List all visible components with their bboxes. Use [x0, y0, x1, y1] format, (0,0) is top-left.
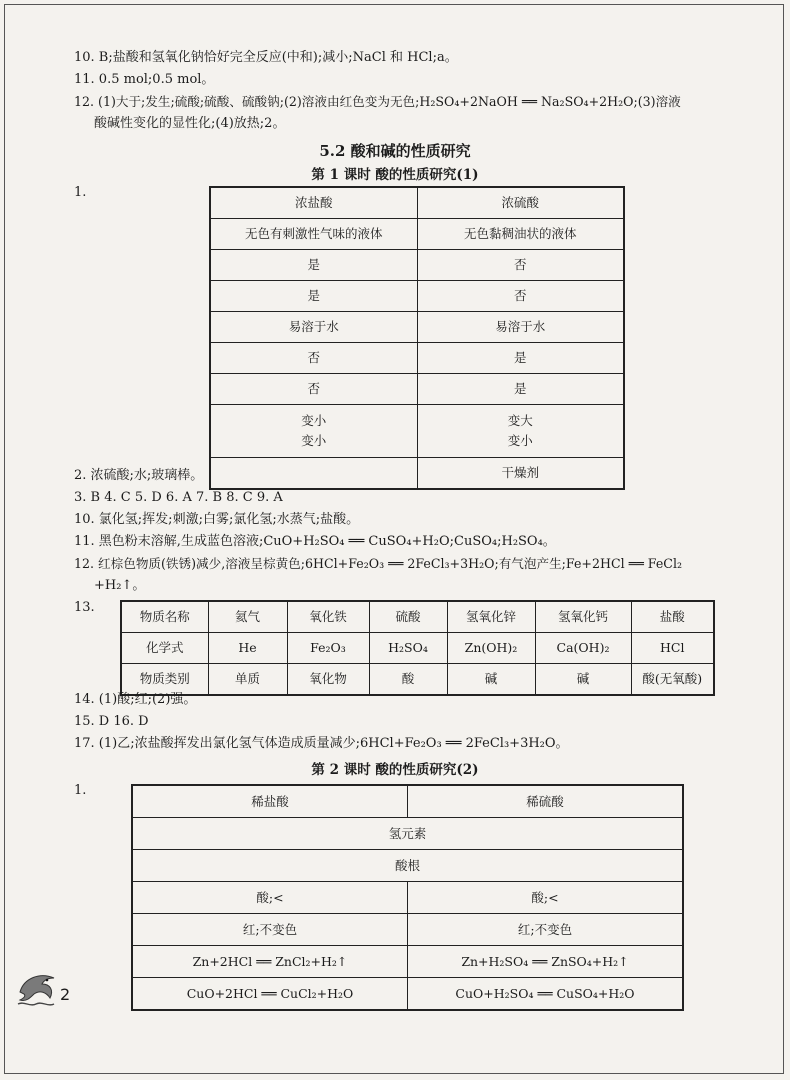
table-cell: 氢氧化锌 [447, 601, 535, 633]
table-row [210, 374, 624, 405]
table-cell: 干燥剂 [417, 458, 624, 490]
lesson1-q13-label: 13. [74, 600, 95, 615]
table-cell: 红;不变色 [408, 914, 684, 946]
table-cell: 红;不变色 [132, 914, 408, 946]
lesson1-q14: 14. (1)酸;红;(2)强。 [74, 692, 197, 707]
table-row [132, 785, 683, 818]
acid-properties-table [209, 186, 625, 490]
table-row [210, 187, 624, 219]
table-cell: 否 [210, 374, 417, 405]
table-cell: Zn+2HCl ══ ZnCl₂+H₂↑ [132, 946, 408, 978]
substance-classification-table [120, 600, 715, 696]
table-cell: 是 [210, 250, 417, 281]
section-title: 5.2 酸和碱的性质研究 [319, 142, 471, 160]
table-cell: Ca(OH)₂ [535, 633, 631, 664]
lesson2-q1-label: 1. [74, 783, 87, 798]
table-row [121, 601, 714, 633]
lesson1-q12-line2: +H₂↑。 [94, 578, 146, 593]
lesson1-q10: 10. 氯化氢;挥发;刺激;白雾;氯化氢;水蒸气;盐酸。 [74, 512, 360, 527]
table-cell: Zn(OH)₂ [447, 633, 535, 664]
dolphin-logo [14, 966, 62, 1010]
table-cell: 稀盐酸 [132, 785, 408, 818]
table-cell: CuO+2HCl ══ CuCl₂+H₂O [132, 978, 408, 1011]
item-12-line1: 12. (1)大于;发生;硫酸;硫酸、硫酸钠;(2)溶液由红色变为无色;H₂SO₄+2NaOH ══ Na₂SO₄+2H₂O;(3)溶液 [74, 94, 681, 109]
lesson1-q12-line1: 12. 红棕色物质(铁锈)减少,溶液呈棕黄色;6HCl+Fe₂O₃ ══ 2FeCl₃+3H₂O;有气泡产生;Fe+2HCl ══ FeCl₂ [74, 556, 683, 571]
table-cell: 无色黏稠油状的液体 [417, 219, 624, 250]
table-row [132, 818, 683, 850]
table-cell: 氦气 [208, 601, 287, 633]
table-cell: Fe₂O₃ [287, 633, 369, 664]
lesson1-q15-16: 15. D 16. D [74, 714, 149, 729]
table-cell: 变大 变小 [417, 405, 624, 458]
table-row [132, 978, 683, 1011]
table-cell: 稀硫酸 [408, 785, 684, 818]
table-cell: 硫酸 [369, 601, 447, 633]
table-cell: 否 [417, 281, 624, 312]
table-cell: 是 [417, 374, 624, 405]
table-cell: 物质类别 [121, 664, 208, 696]
lesson2-title: 第 2 课时 酸的性质研究(2) [311, 762, 479, 778]
table-cell: 酸;< [408, 882, 684, 914]
table-row [210, 219, 624, 250]
table-cell: 盐酸 [631, 601, 714, 633]
table-cell: Zn+H₂SO₄ ══ ZnSO₄+H₂↑ [408, 946, 684, 978]
table-row [210, 405, 624, 458]
lesson1-title: 第 1 课时 酸的性质研究(1) [311, 167, 479, 183]
table-row [210, 312, 624, 343]
table-cell: 否 [210, 343, 417, 374]
table-row [121, 633, 714, 664]
table-cell: 氧化铁 [287, 601, 369, 633]
table-cell: 物质名称 [121, 601, 208, 633]
table-cell: CuO+H₂SO₄ ══ CuSO₄+H₂O [408, 978, 684, 1011]
table-cell: H₂SO₄ [369, 633, 447, 664]
table-cell: 酸(无氧酸) [631, 664, 714, 696]
table-cell: 否 [417, 250, 624, 281]
table-cell: 易溶于水 [210, 312, 417, 343]
table-cell: 酸;< [132, 882, 408, 914]
item-11: 11. 0.5 mol;0.5 mol。 [74, 72, 215, 87]
lesson1-q1-label: 1. [74, 185, 87, 200]
table-cell: 氢氧化钙 [535, 601, 631, 633]
lesson1-q3-9: 3. B 4. C 5. D 6. A 7. B 8. C 9. A [74, 490, 283, 505]
page-number: 2 [60, 985, 71, 1004]
table-cell: 酸 [369, 664, 447, 696]
table-row [132, 850, 683, 882]
table-row [210, 281, 624, 312]
item-10: 10. B;盐酸和氢氧化钠恰好完全反应(中和);减小;NaCl 和 HCl;a。 [74, 50, 458, 65]
table-cell: 浓盐酸 [210, 187, 417, 219]
table-cell: 是 [417, 343, 624, 374]
item-12-line2: 酸碱性变化的显性化;(4)放热;2。 [94, 116, 286, 131]
table-cell: 氧化物 [287, 664, 369, 696]
table-cell: HCl [631, 633, 714, 664]
table-cell: 易溶于水 [417, 312, 624, 343]
table-cell: 单质 [208, 664, 287, 696]
table-cell: 氢元素 [132, 818, 683, 850]
table-row [210, 250, 624, 281]
table-row [132, 946, 683, 978]
table-row [132, 882, 683, 914]
table-cell: 化学式 [121, 633, 208, 664]
table-row [210, 343, 624, 374]
lesson1-q17: 17. (1)乙;浓盐酸挥发出氯化氢气体造成质量减少;6HCl+Fe₂O₃ ══ 2FeCl₃+3H₂O。 [74, 736, 569, 751]
table-cell: 是 [210, 281, 417, 312]
table-row [132, 914, 683, 946]
table-cell: 浓硫酸 [417, 187, 624, 219]
dilute-acids-table [131, 784, 684, 1011]
table-cell: 碱 [447, 664, 535, 696]
table-cell: He [208, 633, 287, 664]
table-cell: 变小 变小 [210, 405, 417, 458]
table-cell: 无色有刺激性气味的液体 [210, 219, 417, 250]
lesson1-q11: 11. 黑色粉末溶解,生成蓝色溶液;CuO+H₂SO₄ ══ CuSO₄+H₂O;CuSO₄;H₂SO₄。 [74, 534, 556, 549]
table-cell: 酸根 [132, 850, 683, 882]
table-cell: 碱 [535, 664, 631, 696]
lesson1-q2: 2. 浓硫酸;水;玻璃棒。 [74, 468, 204, 483]
